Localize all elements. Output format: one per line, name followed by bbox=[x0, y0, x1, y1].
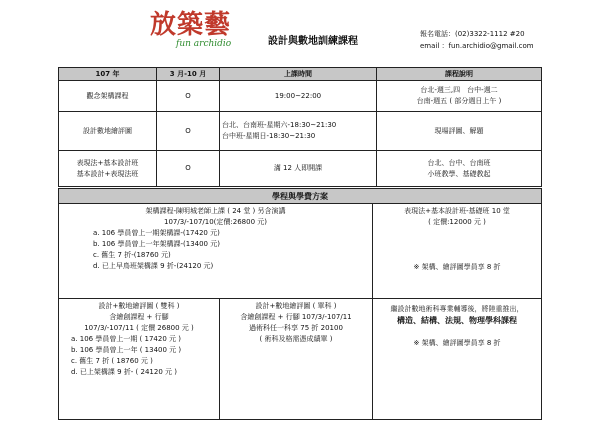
plan-discount: a. 106 學員曾上一期架構課-(17420 元) bbox=[93, 229, 220, 237]
single-subject-plan: 設計+數地繪評圖 ( 單科 ) 含繪創課程 + 行腳 107/3/-107/11 過術科任一科享 75 折 20100 ( 術科及格需憑成績單 ) bbox=[220, 299, 373, 420]
plan-date: 107/3/-107/10(定價:26800 元) bbox=[164, 218, 267, 226]
plan-title: 架構課程-陳明城老師上課 ( 24 堂 ) 另含演講 bbox=[145, 207, 286, 215]
course-description: 台北-週三,四 台中-週二 台南-週五 ( 部分週日上午 ) bbox=[377, 81, 542, 112]
plan-discount: c. 舊生 7 折-(18760 元) bbox=[93, 251, 171, 259]
table-row bbox=[59, 112, 542, 151]
plan-title: 表現法+基本設計班-基礎班 10 堂 bbox=[404, 207, 510, 215]
table-row bbox=[59, 151, 542, 187]
course-period: O bbox=[157, 151, 220, 187]
fee-plan-table bbox=[58, 188, 542, 420]
plan-intro: 繼設計數地術科專業輔導後，將陸重推出， bbox=[390, 305, 524, 313]
header-period: 3 月-10 月 bbox=[157, 68, 220, 81]
course-time: 19:00~22:00 bbox=[220, 81, 377, 112]
plan-note: ※ 架構、繪評圖學員享 8 折 bbox=[413, 263, 501, 271]
course-name: 設計數地繪評圖 bbox=[59, 112, 157, 151]
course-description: 台北、台中、台南班 小班教學、基礎教起 bbox=[377, 151, 542, 187]
header-year: 107 年 bbox=[59, 68, 157, 81]
header-description: 課程說明 bbox=[377, 68, 542, 81]
logo bbox=[150, 10, 240, 60]
fee-table-header: 學程與學費方案 bbox=[59, 189, 542, 204]
contact-phone: 報名電話：(02)3322-1112 #20 bbox=[420, 30, 525, 38]
plan-discount: b. 106 學員曾上一年架構課-(13400 元) bbox=[93, 240, 220, 248]
plan-discount: b. 106 學員曾上一年 ( 13400 元 ) bbox=[71, 346, 182, 354]
contact-email: email ：fun.archidio@gmail.com bbox=[420, 42, 534, 50]
logo-mark: 放築藝 bbox=[150, 10, 232, 40]
logo-tagline: fun archidio bbox=[176, 39, 232, 49]
course-name: 表現法+基本設計班 基本設計+表現法班 bbox=[59, 151, 157, 187]
page-title: 設計與數地訓練課程 bbox=[268, 36, 358, 47]
course-description: 現場評圖、解題 bbox=[377, 112, 542, 151]
architecture-course-plan bbox=[59, 204, 373, 299]
plan-note: ※ 架構、繪評圖學員享 8 折 bbox=[413, 339, 501, 347]
course-schedule-table bbox=[58, 67, 542, 187]
course-period: O bbox=[157, 112, 220, 151]
plan-discount: a. 106 學員曾上一期 ( 17420 元 ) bbox=[71, 335, 181, 343]
plan-discount: c. 舊生 7 折 ( 18760 元 ) bbox=[71, 357, 153, 365]
contact-info bbox=[420, 28, 534, 52]
plan-subjects: 構造、結構、法規、物理學科課程 bbox=[397, 316, 517, 325]
course-name: 觀念架構課程 bbox=[59, 81, 157, 112]
plan-price: ( 定價:12000 元 ) bbox=[428, 218, 486, 226]
double-subject-plan: 設計+數地繪評圖 ( 雙科 ) 含繪創課程 + 行腳 107/3/-107/11 ( 定價 26800 元 ) a. 106 學員曾上一期 ( 17420 元 ) b. 106 學員曾上一年 ( 13400 元 ) c. 舊生 7 折 ( 18760 元 ) d. 已上架構課 9 折- ( 24120 元 ) bbox=[59, 299, 220, 420]
course-period: O bbox=[157, 81, 220, 112]
plan-title: 設計+數地繪評圖 ( 單科 ) bbox=[255, 302, 337, 310]
plan-discount: d. 已上架構課 9 折- ( 24120 元 ) bbox=[71, 368, 177, 376]
basic-design-plan bbox=[373, 204, 542, 299]
theory-courses-plan bbox=[373, 299, 542, 420]
header-time: 上課時間 bbox=[220, 68, 377, 81]
plan-discount: d. 已上早鳥班架構課 9 折-(24120 元) bbox=[93, 262, 214, 270]
course-time: 台北、台南班-星期六-18:30~21:30 台中班-星期日-18:30~21:30 bbox=[220, 112, 377, 151]
plan-title: 設計+數地繪評圖 ( 雙科 ) bbox=[98, 302, 180, 310]
table-row bbox=[59, 81, 542, 112]
course-time: 滿 12 人即開課 bbox=[220, 151, 377, 187]
